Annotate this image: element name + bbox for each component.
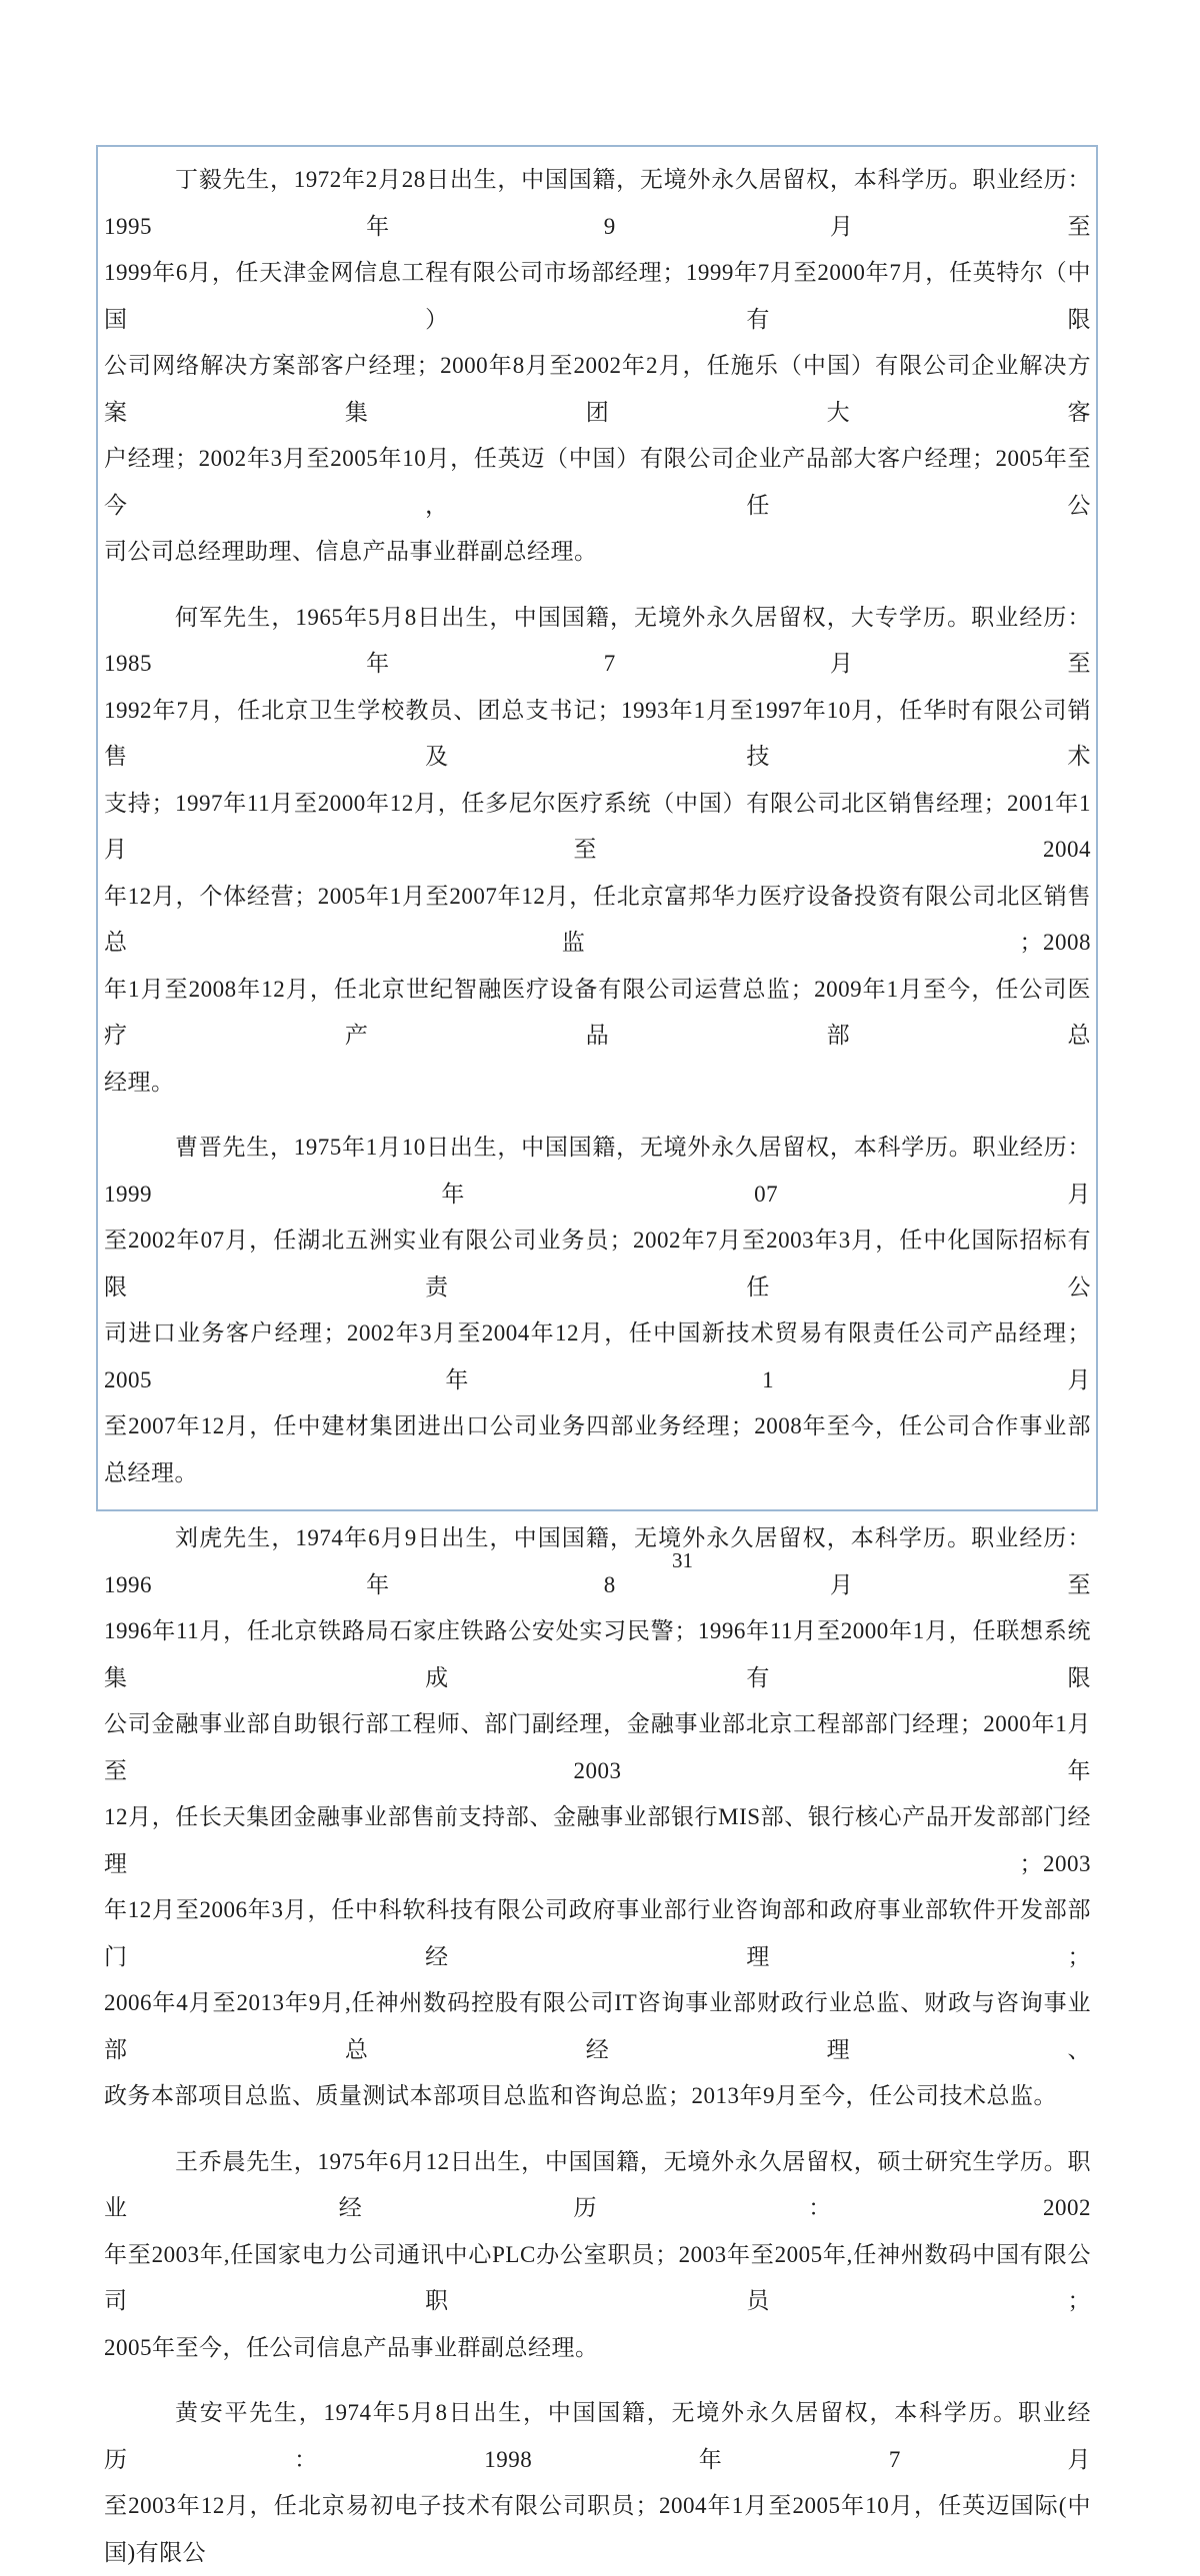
text-line: 曹晋先生，1975年1月10日出生，中国国籍，无境外永久居留权，本科学历。职业经历：1999年07月 bbox=[104, 1135, 1091, 1207]
text-line: 黄安平先生，1974年5月8日出生，中国国籍，无境外永久居留权，本科学历。职业经历：1998年7月 bbox=[104, 2400, 1091, 2472]
text-line: 12月，任长天集团金融事业部售前支持部、金融事业部银行MIS部、银行核心产品开发部部门经理；2003 bbox=[104, 1804, 1091, 1876]
text-line: 经理。 bbox=[104, 1069, 175, 1095]
biography-paragraph bbox=[104, 2390, 1091, 2576]
text-line: 年至2003年,任国家电力公司通讯中心PLC办公室职员；2003年至2005年,任神州数码中国有限公司职员； bbox=[104, 2241, 1091, 2313]
text-line: 公司网络解决方案部客户经理；2000年8月至2002年2月，任施乐（中国）有限公司企业解决方案集团大客 bbox=[104, 353, 1091, 425]
text-line: 丁毅先生，1972年2月28日出生，中国国籍，无境外永久居留权，本科学历。职业经历：1995年9月至 bbox=[104, 167, 1091, 239]
text-line: 1992年7月，任北京卫生学校教员、团总支书记；1993年1月至1997年10月，任华时有限公司销售及技术 bbox=[104, 697, 1091, 769]
text-line: 1999年6月，任天津金网信息工程有限公司市场部经理；1999年7月至2000年7月，任英特尔（中国）有限 bbox=[104, 260, 1091, 332]
text-line: 至2002年07月，任湖北五洲实业有限公司业务员；2002年7月至2003年3月，任中化国际招标有限责任公 bbox=[104, 1228, 1091, 1299]
text-line: 年12月，个体经营；2005年1月至2007年12月，任北京富邦华力医疗设备投资有限公司北区销售总监；2008 bbox=[104, 883, 1091, 955]
text-line: 政务本部项目总监、质量测试本部项目总监和咨询总监；2013年9月至今，任公司技术总监。 bbox=[104, 2083, 1057, 2108]
text-line: 司进口业务客户经理；2002年3月至2004年12月，任中国新技术贸易有限责任公司产品经理；2005年1月 bbox=[104, 1320, 1091, 1392]
text-line: 司公司总经理助理、信息产品事业群副总经理。 bbox=[104, 539, 598, 564]
text-line: 年1月至2008年12月，任北京世纪智融医疗设备有限公司运营总监；2009年1月至今，任公司医疗产品部总 bbox=[104, 976, 1091, 1048]
text-line: 何军先生，1965年5月8日出生，中国国籍，无境外永久居留权，大专学历。职业经历：1985年7月至 bbox=[104, 604, 1091, 676]
text-line: 2005年至今，任公司信息产品事业群副总经理。 bbox=[104, 2334, 599, 2360]
page-number: 31 bbox=[672, 1548, 693, 1572]
text-line: 户经理；2002年3月至2005年10月，任英迈（中国）有限公司企业产品部大客户经理；2005年至今，任公 bbox=[104, 446, 1091, 518]
biography-paragraph bbox=[104, 2139, 1091, 2372]
text-line: 2006年4月至2013年9月,任神州数码控股有限公司IT咨询事业部财政行业总监、财政与咨询事业部总经理、 bbox=[104, 1990, 1091, 2062]
text-line: 1996年11月，任北京铁路局石家庄铁路公安处实习民警；1996年11月至2000年1月，任联想系统集成有限 bbox=[104, 1618, 1091, 1690]
text-line: 王乔晨先生，1975年6月12日出生，中国国籍，无境外永久居留权，硕士研究生学历。职业经历：2002 bbox=[104, 2148, 1091, 2220]
text-line: 支持；1997年11月至2000年12月，任多尼尔医疗系统（中国）有限公司北区销售经理；2001年1月至2004 bbox=[104, 790, 1091, 862]
biography-paragraph bbox=[104, 1125, 1091, 1496]
text-line: 至2007年12月，任中建材集团进出口公司业务四部业务经理；2008年至今，任公司合作事业部总经理。 bbox=[104, 1413, 1091, 1485]
text-line: 公司金融事业部自助银行部工程师、部门副经理，金融事业部北京工程部部门经理；2000年1月至2003年 bbox=[104, 1711, 1091, 1783]
biography-paragraph bbox=[104, 157, 1091, 576]
text-line: 年12月至2006年3月，任中科软科技有限公司政府事业部行业咨询部和政府事业部软件开发部部门经理； bbox=[104, 1897, 1091, 1969]
text-line: 刘虎先生，1974年6月9日出生，中国国籍，无境外永久居留权，本科学历。职业经历：1996年8月至 bbox=[104, 1525, 1091, 1597]
text-line: 至2003年12月，任北京易初电子技术有限公司职员；2004年1月至2005年10月，任英迈国际(中国)有限公 bbox=[104, 2493, 1091, 2565]
biography-paragraph bbox=[104, 595, 1091, 1107]
biography-paragraph bbox=[104, 1515, 1091, 2120]
